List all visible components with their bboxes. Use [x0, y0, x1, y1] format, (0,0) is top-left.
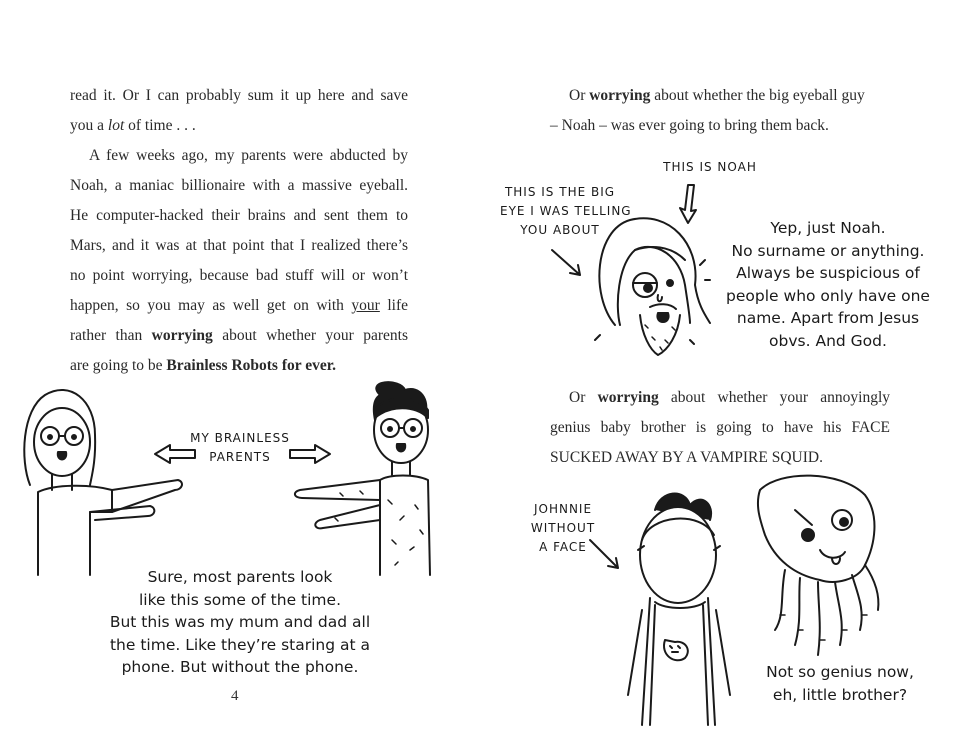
parents-caption: Sure, most parents look like this some of the time. But this was my mum and dad all the time. Like they’re staring at a phone. But without the phone.	[109, 568, 371, 676]
text-line: genius baby brother is going to have his FACE	[550, 419, 890, 436]
text-line: read it. Or I can probably sum it up here and save	[70, 87, 408, 104]
emphasis-your: your	[351, 297, 380, 314]
text-line: no point worrying, because bad stuff will or won’t	[70, 267, 408, 284]
emphasis-worrying: worrying	[597, 389, 659, 406]
left-paragraph-1	[70, 81, 408, 141]
text-line: Noah, a maniac billionaire with a massive eyeball.	[70, 177, 408, 194]
text-line: Or worrying about whether the big eyeball guy	[569, 87, 865, 104]
emphasis-worrying: worrying	[151, 327, 213, 344]
this-is-noah-label: THIS IS NOAH	[663, 160, 757, 174]
text-line: rather than worrying about whether your parents	[70, 327, 409, 344]
emphasis-lot: lot	[107, 117, 125, 134]
text-line: are going to be Brainless Robots for ever.	[70, 357, 337, 374]
mum-drawing	[0, 380, 200, 590]
right-page	[480, 0, 960, 737]
text-line: happen, so you may as well get on with your life	[70, 297, 408, 314]
text-line: He computer-hacked their brains and sent them to	[70, 207, 408, 224]
text-line: you a lot of time . . .	[70, 117, 196, 134]
dad-drawing	[280, 380, 450, 590]
text-line: Or worrying about whether your annoyingly	[569, 389, 891, 406]
brainless-parents-label: MY BRAINLESS PARENTS	[190, 431, 290, 464]
right-paragraph-1	[550, 81, 890, 141]
text-line: – Noah – was ever going to bring them back.	[550, 117, 829, 134]
vampire-squid-drawing	[740, 470, 890, 660]
emphasis-brainless-robots: Brainless Robots for ever.	[166, 357, 337, 374]
left-paragraph-2	[70, 141, 408, 381]
right-paragraph-2	[550, 383, 890, 473]
johnnie-drawing	[590, 480, 740, 730]
johnnie-label: JOHNNIE WITHOUT A FACE	[530, 502, 596, 554]
noah-caption: Yep, just Noah. No surname or anything. Always be suspicious of people who only have one name. Apart from Jesus obvs. And God.	[726, 219, 930, 350]
big-eye-label: THIS IS THE BIG EYE I WAS TELLING YOU ABOUT	[500, 185, 632, 237]
emphasis-worrying: worrying	[589, 87, 651, 104]
noah-drawing	[540, 175, 720, 375]
johnnie-caption: Not so genius now, eh, little brother?	[766, 663, 914, 704]
text-line: Mars, and it was at that point that I realized there’s	[70, 237, 408, 254]
text-line: SUCKED AWAY BY A VAMPIRE SQUID.	[550, 449, 823, 466]
text-line: A few weeks ago, my parents were abducted by	[89, 147, 408, 164]
page-number: 4	[231, 688, 239, 704]
